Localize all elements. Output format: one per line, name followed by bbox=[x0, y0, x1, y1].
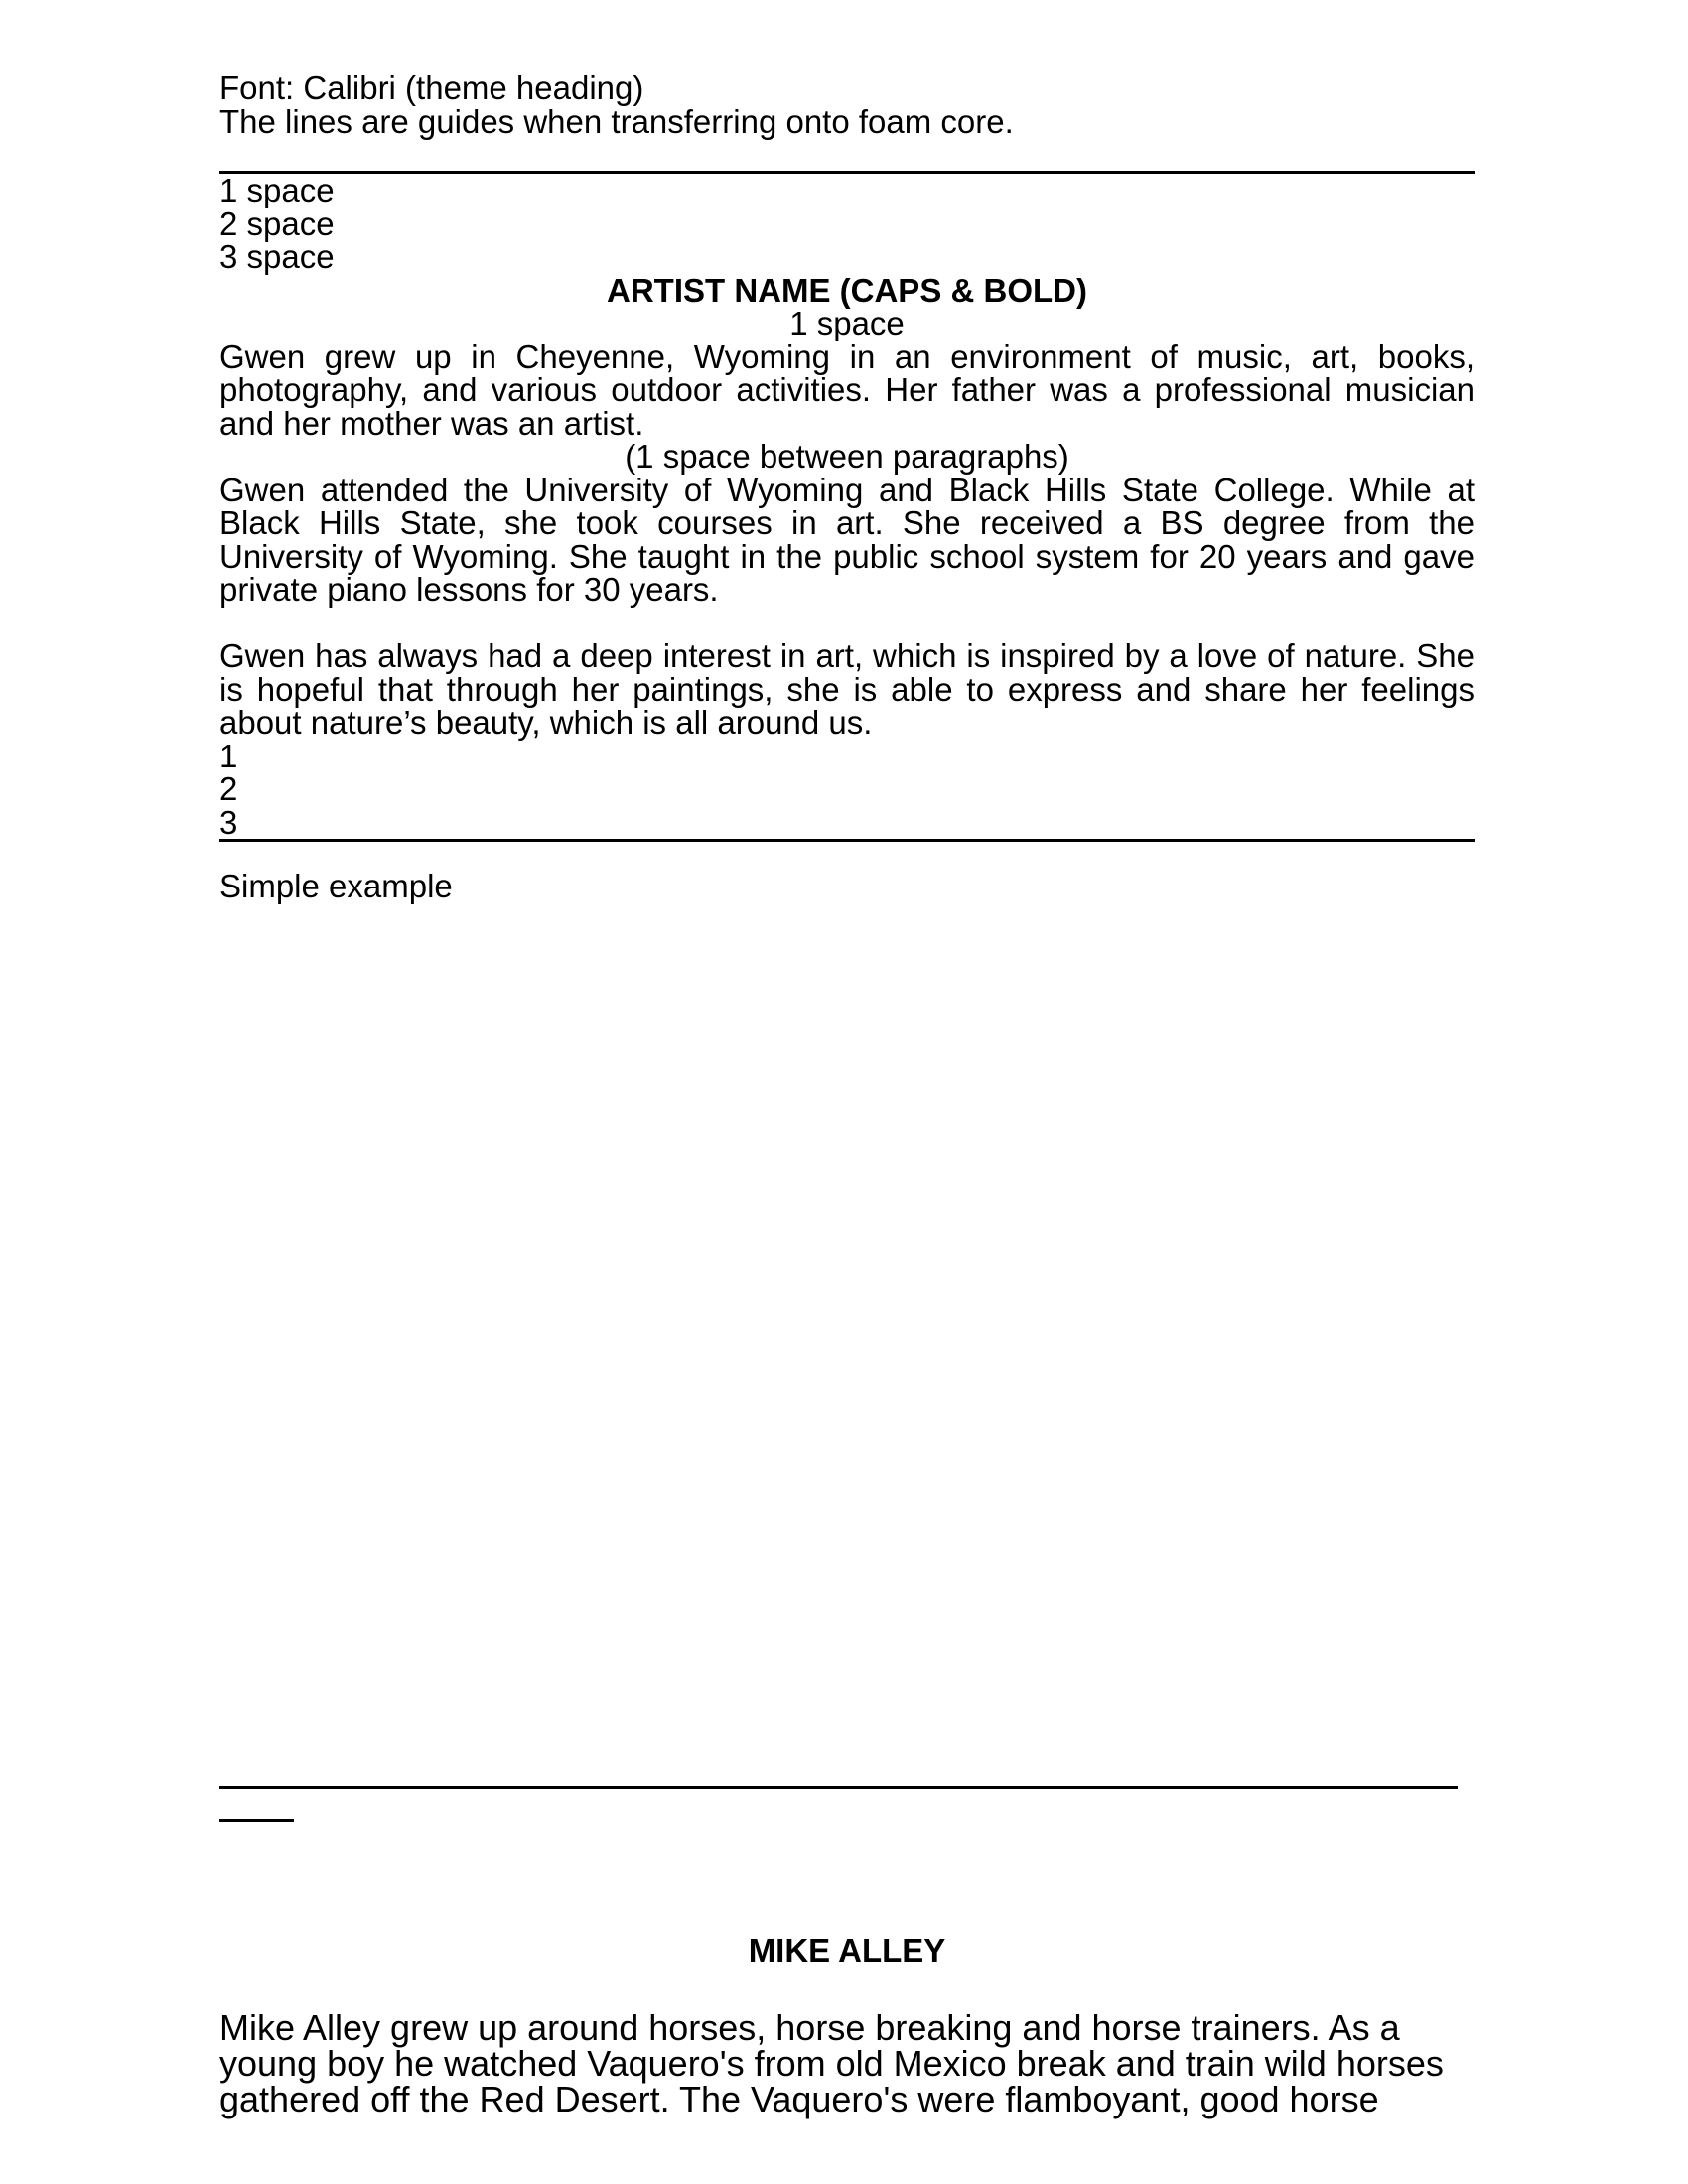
bio-paragraph-1: Gwen grew up in Cheyenne, Wyoming in an environment of music, art, books, photography, and various outdoor activities. Her father was a professional musician and her mother was an artist. bbox=[219, 338, 1475, 442]
example-bio-line-3: gathered off the Red Desert. The Vaquero's were flamboyant, good horse bbox=[219, 2079, 1379, 2119]
space-line-1: 1 space bbox=[219, 172, 335, 208]
bio-paragraph-3: Gwen has always had a deep interest in art, which is inspired by a love of nature. She is hopeful that through her paintings, she is able to express and share her feelings about nature’s beauty, which is all around us. bbox=[219, 637, 1475, 741]
font-note: Font: Calibri (theme heading) bbox=[219, 69, 644, 106]
example-bio bbox=[219, 2007, 1475, 2119]
space-line-3: 3 space bbox=[219, 238, 335, 275]
bio-paragraph-2: Gwen attended the University of Wyoming and Black Hills State College. While at Black Hills State, she took courses in art. She received a BS degree from the University of Wyoming. She taught in the public school system for 20 years and gave private piano lessons for 30 years. bbox=[219, 471, 1475, 608]
paragraph-spacing-note: (1 space between paragraphs) bbox=[625, 438, 1069, 475]
space-line-2: 2 space bbox=[219, 205, 335, 242]
simple-example-label: Simple example bbox=[219, 868, 453, 904]
example-guide-line-wrap bbox=[219, 1819, 294, 1822]
one-space-note: 1 space bbox=[789, 305, 905, 341]
example-guide-line bbox=[219, 1786, 1458, 1789]
space-line-bottom-3: 3 bbox=[219, 803, 238, 841]
space-line-bottom-1: 1 bbox=[219, 737, 238, 774]
example-bio-line-2: young boy he watched Vaquero's from old Mexico break and train wild horses bbox=[219, 2043, 1444, 2084]
example-bio-line-1: Mike Alley grew up around horses, horse breaking and horse trainers. As a bbox=[219, 2007, 1400, 2048]
guide-note: The lines are guides when transferring onto foam core. bbox=[219, 102, 1014, 140]
space-line-bottom-2: 2 bbox=[219, 770, 238, 807]
document-page bbox=[219, 71, 1475, 903]
example-artist-name: MIKE ALLEY bbox=[748, 1932, 946, 1969]
artist-name-heading: ARTIST NAME (CAPS & BOLD) bbox=[607, 271, 1087, 309]
